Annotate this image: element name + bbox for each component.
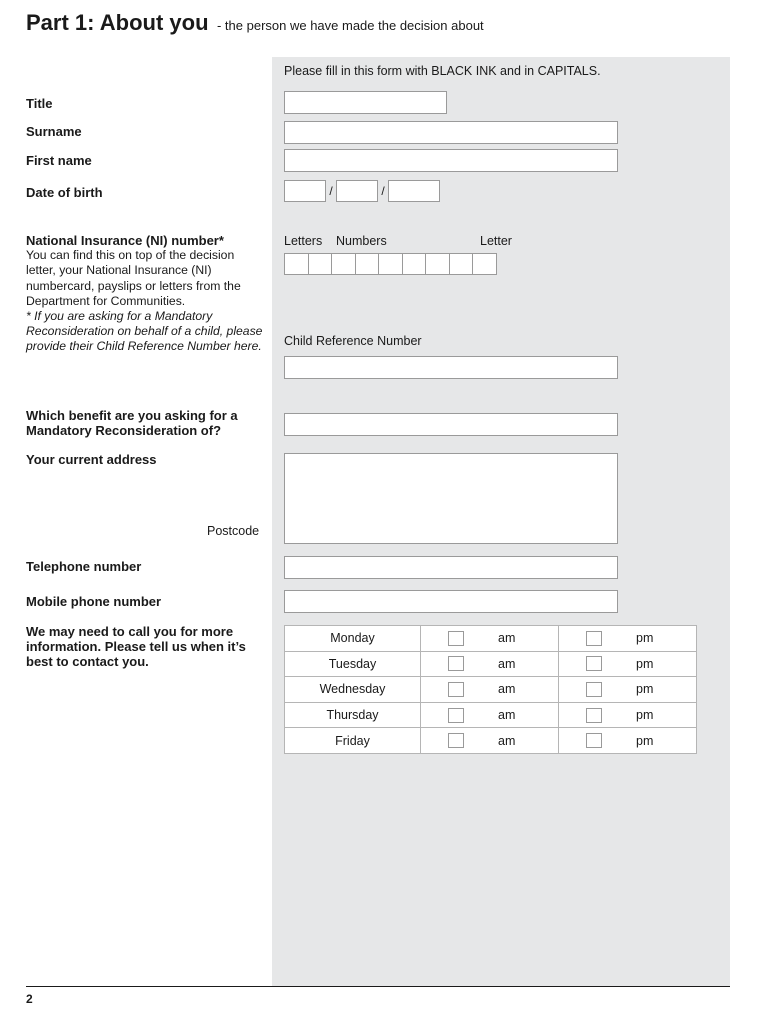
contact-slot <box>559 733 696 748</box>
contact-slot <box>559 682 696 697</box>
ni-numbers-caption: Numbers <box>336 234 387 248</box>
contact-day-name: Friday <box>285 728 421 754</box>
contact-am-cell <box>421 702 559 728</box>
pm-checkbox[interactable] <box>586 656 602 671</box>
ni-char-box[interactable] <box>402 253 427 275</box>
am-checkbox[interactable] <box>448 682 464 697</box>
child-ref-field[interactable] <box>284 356 618 379</box>
contact-day-name: Tuesday <box>285 651 421 677</box>
surname-label: Surname <box>26 124 82 139</box>
dob-field-group <box>284 180 440 202</box>
contact-slot <box>421 682 558 697</box>
dob-separator: / <box>329 184 333 198</box>
ni-char-box[interactable] <box>425 253 450 275</box>
mobile-field[interactable] <box>284 590 618 613</box>
benefit-label: Which benefit are you asking for a Mandatory Reconsideration of? <box>26 408 238 438</box>
ni-char-box[interactable] <box>355 253 380 275</box>
pm-checkbox[interactable] <box>586 682 602 697</box>
contact-day-name: Thursday <box>285 702 421 728</box>
dob-year-field[interactable] <box>388 180 440 202</box>
contact-day-row <box>285 626 697 652</box>
telephone-field[interactable] <box>284 556 618 579</box>
contact-slot <box>421 708 558 723</box>
contact-slot <box>559 656 696 671</box>
ni-char-box[interactable] <box>449 253 474 275</box>
contact-am-cell <box>421 651 559 677</box>
am-label: am <box>498 631 516 646</box>
pm-label: pm <box>636 656 654 671</box>
pm-label: pm <box>636 708 654 723</box>
ni-label: National Insurance (NI) number* <box>26 233 224 248</box>
page-title: Part 1: About you <box>26 10 209 35</box>
title-field[interactable] <box>284 91 447 114</box>
mobile-label: Mobile phone number <box>26 594 162 609</box>
benefit-field[interactable] <box>284 413 618 436</box>
telephone-label: Telephone number <box>26 559 142 574</box>
contact-slot <box>559 631 696 646</box>
contact-day-row <box>285 677 697 703</box>
contact-slot <box>421 656 558 671</box>
contact-am-cell <box>421 677 559 703</box>
am-checkbox[interactable] <box>448 708 464 723</box>
pm-checkbox[interactable] <box>586 631 602 646</box>
am-checkbox[interactable] <box>448 733 464 748</box>
page-heading <box>26 10 484 36</box>
pm-label: pm <box>636 682 654 697</box>
contact-pm-cell <box>559 626 697 652</box>
dob-day-field[interactable] <box>284 180 326 202</box>
pm-label: pm <box>636 733 654 748</box>
ni-letter-caption: Letter <box>480 234 512 248</box>
footer-rule <box>26 986 730 987</box>
surname-field[interactable] <box>284 121 618 144</box>
contact-slot <box>559 708 696 723</box>
address-field[interactable] <box>284 453 618 544</box>
contact-pm-cell <box>559 728 697 754</box>
contact-am-cell <box>421 626 559 652</box>
dob-label: Date of birth <box>26 185 103 200</box>
ni-char-box[interactable] <box>308 253 333 275</box>
dob-month-field[interactable] <box>336 180 378 202</box>
contact-pm-cell <box>559 677 697 703</box>
contact-day-row <box>285 702 697 728</box>
contact-times-label: We may need to call you for more information. Please tell us when it’s best to contact you. <box>26 624 246 669</box>
first-name-field[interactable] <box>284 149 618 172</box>
address-label: Your current address <box>26 452 157 467</box>
contact-slot <box>421 733 558 748</box>
contact-day-name: Wednesday <box>285 677 421 703</box>
contact-day-row <box>285 728 697 754</box>
pm-checkbox[interactable] <box>586 708 602 723</box>
am-label: am <box>498 656 516 671</box>
ni-char-box[interactable] <box>284 253 309 275</box>
contact-pm-cell <box>559 702 697 728</box>
first-name-label: First name <box>26 153 92 168</box>
postcode-label: Postcode <box>207 524 260 538</box>
contact-slot <box>421 631 558 646</box>
ni-number-grid <box>284 253 496 275</box>
contact-pm-cell <box>559 651 697 677</box>
ni-char-box[interactable] <box>331 253 356 275</box>
page-number: 2 <box>26 992 33 1006</box>
ni-help-block <box>26 233 264 355</box>
pm-label: pm <box>636 631 654 646</box>
ni-help-text: You can find this on top of the decision letter, your National Insurance (NI) numbercard, payslips or letters from the Department for Communities. <box>26 248 241 308</box>
am-checkbox[interactable] <box>448 631 464 646</box>
ni-letters-caption: Letters <box>284 234 323 248</box>
pm-checkbox[interactable] <box>586 733 602 748</box>
contact-times-table <box>284 625 697 754</box>
dob-separator: / <box>381 184 385 198</box>
page-subtitle: - the person we have made the decision about <box>216 18 484 33</box>
am-label: am <box>498 733 516 748</box>
ni-char-box[interactable] <box>378 253 403 275</box>
title-label: Title <box>26 96 53 111</box>
ni-child-note: * If you are asking for a Mandatory Reconsideration on behalf of a child, please provide their Child Reference Number here. <box>26 309 263 354</box>
am-checkbox[interactable] <box>448 656 464 671</box>
form-instruction: Please fill in this form with BLACK INK and in CAPITALS. <box>284 64 601 78</box>
ni-char-box[interactable] <box>472 253 497 275</box>
contact-day-name: Monday <box>285 626 421 652</box>
child-ref-label: Child Reference Number <box>284 334 422 348</box>
contact-day-row <box>285 651 697 677</box>
contact-am-cell <box>421 728 559 754</box>
am-label: am <box>498 708 516 723</box>
am-label: am <box>498 682 516 697</box>
